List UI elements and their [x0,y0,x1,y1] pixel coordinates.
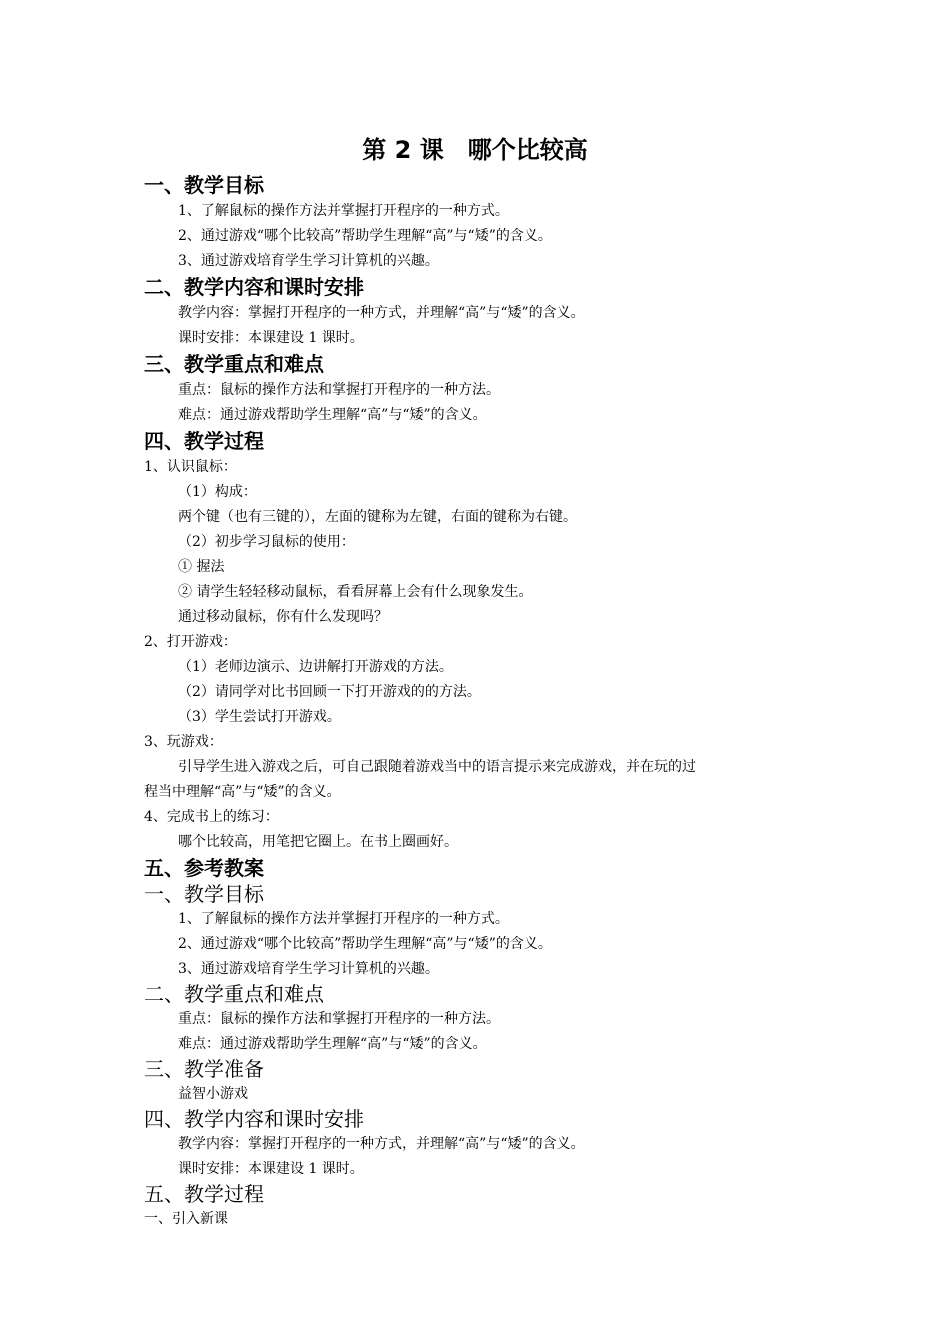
paragraph-line: 程当中理解“高”与“矮”的含义。 [144,784,341,800]
paragraph-line: 2、通过游戏“哪个比较高”帮助学生理解“高”与“矮”的含义。 [178,228,552,244]
paragraph-line: 益智小游戏 [178,1086,248,1102]
paragraph-line: （3）学生尝试打开游戏。 [178,709,341,725]
paragraph-line: 两个键（也有三键的），左面的键称为左键，右面的键称为右键。 [178,509,577,525]
subsection-heading: 一、教学目标 [144,882,264,906]
paragraph-line: 2、通过游戏“哪个比较高”帮助学生理解“高”与“矮”的含义。 [178,936,552,952]
paragraph-line: 1、了解鼠标的操作方法并掌握打开程序的一种方式。 [178,911,509,927]
subsection-heading: 五、教学过程 [144,1182,264,1206]
paragraph-line: 教学内容：掌握打开程序的一种方式，并理解“高”与“矮”的含义。 [178,305,585,321]
section-heading: 一、教学目标 [144,173,264,197]
paragraph-line: 课时安排：本课建设 1 课时。 [178,330,364,346]
subsection-heading: 三、教学准备 [144,1057,264,1081]
paragraph-line: ① 握法 [178,559,225,575]
section-heading: 五、参考教案 [144,856,264,880]
paragraph-line: 引导学生进入游戏之后，可自己跟随着游戏当中的语言提示来完成游戏，并在玩的过 [178,759,696,775]
section-heading: 二、教学内容和课时安排 [144,275,364,299]
section-heading: 四、教学过程 [144,429,264,453]
paragraph-line: 通过移动鼠标，你有什么发现吗？ [178,609,388,625]
paragraph-line: （1）构成： [178,484,257,500]
document-body [144,172,824,1232]
paragraph-line: 一、引入新课 [144,1211,228,1227]
paragraph-line: 难点：通过游戏帮助学生理解“高”与“矮”的含义。 [178,407,487,423]
paragraph-line: 3、通过游戏培育学生学习计算机的兴趣。 [178,961,439,977]
paragraph-line: 4、完成书上的练习： [144,809,279,825]
paragraph-line: 3、通过游戏培育学生学习计算机的兴趣。 [178,253,439,269]
paragraph-line: （2）请同学对比书回顾一下打开游戏的的方法。 [178,684,481,700]
paragraph-line: 重点：鼠标的操作方法和掌握打开程序的一种方法。 [178,382,500,398]
paragraph-line: 哪个比较高，用笔把它圈上。在书上圈画好。 [178,834,458,850]
paragraph-line: 教学内容：掌握打开程序的一种方式，并理解“高”与“矮”的含义。 [178,1136,585,1152]
paragraph-line: 2、打开游戏： [144,634,237,650]
paragraph-line: 重点：鼠标的操作方法和掌握打开程序的一种方法。 [178,1011,500,1027]
paragraph-line: （2）初步学习鼠标的使用： [178,534,355,550]
page-title: 第 2 课 哪个比较高 [362,136,588,164]
paragraph-line: 1、认识鼠标： [144,459,237,475]
paragraph-line: ② 请学生轻轻移动鼠标，看看屏幕上会有什么现象发生。 [178,584,533,600]
paragraph-line: 难点：通过游戏帮助学生理解“高”与“矮”的含义。 [178,1036,487,1052]
paragraph-line: 1、了解鼠标的操作方法并掌握打开程序的一种方式。 [178,203,509,219]
paragraph-line: 课时安排：本课建设 1 课时。 [178,1161,364,1177]
paragraph-line: 3、玩游戏： [144,734,223,750]
subsection-heading: 四、教学内容和课时安排 [144,1107,364,1131]
paragraph-line: （1）老师边演示、边讲解打开游戏的方法。 [178,659,453,675]
section-heading: 三、教学重点和难点 [144,352,324,376]
subsection-heading: 二、教学重点和难点 [144,982,324,1006]
